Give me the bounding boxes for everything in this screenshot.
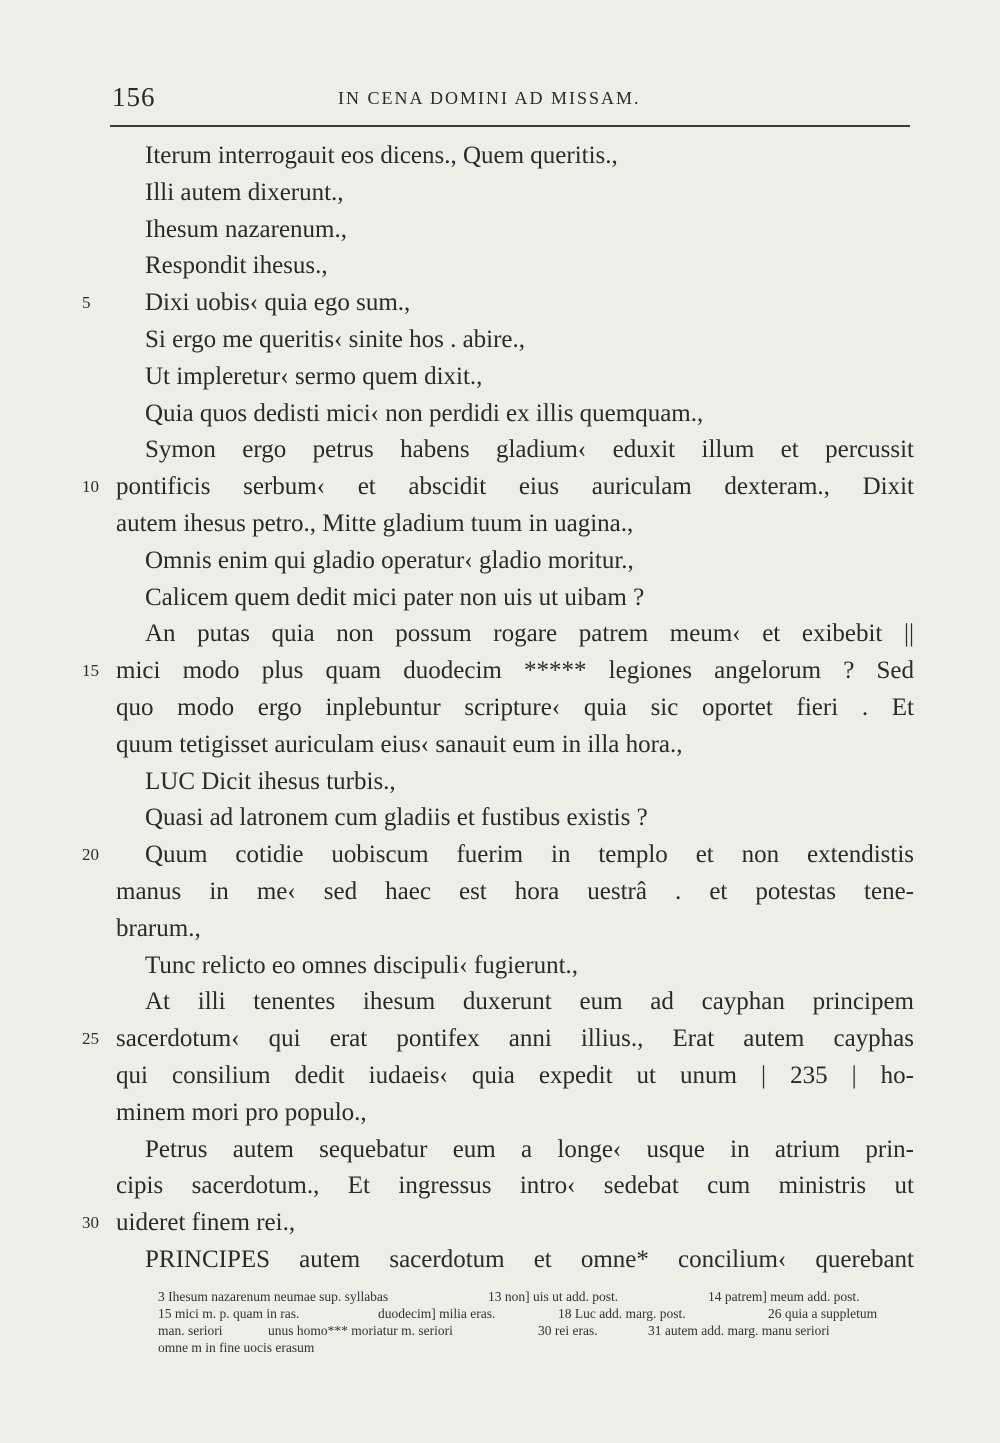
line-number: 20 (82, 845, 99, 864)
footnote-entry: 31 autem add. marg. manu seriori (648, 1323, 830, 1338)
footnote-entry: 30 rei eras. (538, 1323, 598, 1338)
footnote-entry: unus homo*** moriatur m. seriori (268, 1323, 453, 1338)
text-line: Petrus autem sequebatur eum a longe‹ usque in atrium prin- (145, 1136, 914, 1163)
line-number: 15 (82, 661, 99, 680)
text-line: autem ihesus petro., Mitte gladium tuum in uagina., (116, 510, 634, 537)
text-line: Ihesum nazarenum., (145, 216, 348, 243)
text-line: Iterum interrogauit eos dicens., Quem queritis., (145, 142, 618, 169)
text-line: LUC Dicit ihesus turbis., (145, 768, 396, 795)
text-line: sacerdotum‹ qui erat pontifex anni illius., Erat autem cayphas (116, 1025, 914, 1052)
header-rule (110, 125, 910, 127)
page-number: 156 (112, 82, 156, 112)
text-line: Dixi uobis‹ quia ego sum., (145, 289, 411, 316)
text-line: At illi tenentes ihesum duxerunt eum ad cayphan principem (145, 988, 914, 1015)
footnote-entry: 26 quia a suppletum (768, 1306, 878, 1321)
line-number: 10 (82, 477, 99, 496)
footnote-entry: duodecim] milia eras. (378, 1306, 496, 1321)
text-line: Omnis enim qui gladio operatur‹ gladio moritur., (145, 547, 634, 574)
footnote-row (158, 1288, 918, 1305)
text-line: Tunc relicto eo omnes discipuli‹ fugierunt., (145, 952, 579, 979)
footnote-row (158, 1305, 918, 1322)
text-line: mici modo plus quam duodecim ***** legiones angelorum ? Sed (116, 657, 914, 684)
footnote-entry: 13 non] uis ut add. post. (488, 1289, 619, 1304)
footnote-row (158, 1339, 918, 1356)
text-line: Si ergo me queritis‹ sinite hos . abire., (145, 326, 526, 353)
line-number: 5 (82, 293, 91, 312)
text-line: quo modo ergo inplebuntur scripture‹ quia sic oportet fieri . Et (116, 694, 914, 721)
text-line: PRINCIPES autem sacerdotum et omne* concilium‹ querebant (145, 1246, 914, 1273)
text-line: minem mori pro populo., (116, 1099, 367, 1126)
footnote-entry: omne m in fine uocis erasum (158, 1340, 315, 1355)
text-line: Illi autem dixerunt., (145, 179, 344, 206)
line-number: 30 (82, 1213, 99, 1232)
footnote-row (158, 1322, 918, 1339)
footnote-entry: 3 Ihesum nazarenum neumae sup. syllabas (158, 1289, 389, 1304)
footnote-entry: 15 mici m. p. quam in ras. (158, 1306, 300, 1321)
text-line: quum tetigisset auriculam eius‹ sanauit eum in illa hora., (116, 731, 683, 758)
text-line: An putas quia non possum rogare patrem meum‹ et exibebit || (145, 620, 914, 647)
text-line: pontificis serbum‹ et abscidit eius auriculam dexteram., Dixit (116, 473, 914, 500)
footnote-entry: man. seriori (158, 1323, 223, 1338)
text-line: Ut impleretur‹ sermo quem dixit., (145, 363, 483, 390)
line-number: 25 (82, 1029, 99, 1048)
text-line: brarum., (116, 915, 201, 942)
text-line: Quia quos dedisti mici‹ non perdidi ex illis quemquam., (145, 400, 704, 427)
text-line: manus in me‹ sed haec est hora uestrâ . et potestas tene- (116, 878, 914, 905)
text-line: qui consilium dedit iudaeis‹ quia expedit ut unum | 235 | ho- (116, 1062, 914, 1089)
page-header (110, 82, 910, 114)
text-line: cipis sacerdotum., Et ingressus intro‹ sedebat cum ministris ut (116, 1172, 914, 1199)
text-line: Respondit ihesus., (145, 252, 328, 279)
text-line: Quasi ad latronem cum gladiis et fustibus existis ? (145, 804, 648, 831)
running-title: IN CENA DOMINI AD MISSAM. (338, 88, 641, 108)
text-line: Symon ergo petrus habens gladium‹ eduxit illum et percussit (145, 436, 914, 463)
text-line: uideret finem rei., (116, 1209, 296, 1236)
footnote-entry: 14 patrem] meum add. post. (708, 1289, 860, 1304)
footnotes (158, 1288, 918, 1356)
text-line: Calicem quem dedit mici pater non uis ut uibam ? (145, 584, 645, 611)
footnote-entry: 18 Luc add. marg. post. (558, 1306, 686, 1321)
text-line: Quum cotidie uobiscum fuerim in templo et non extendistis (145, 841, 914, 868)
